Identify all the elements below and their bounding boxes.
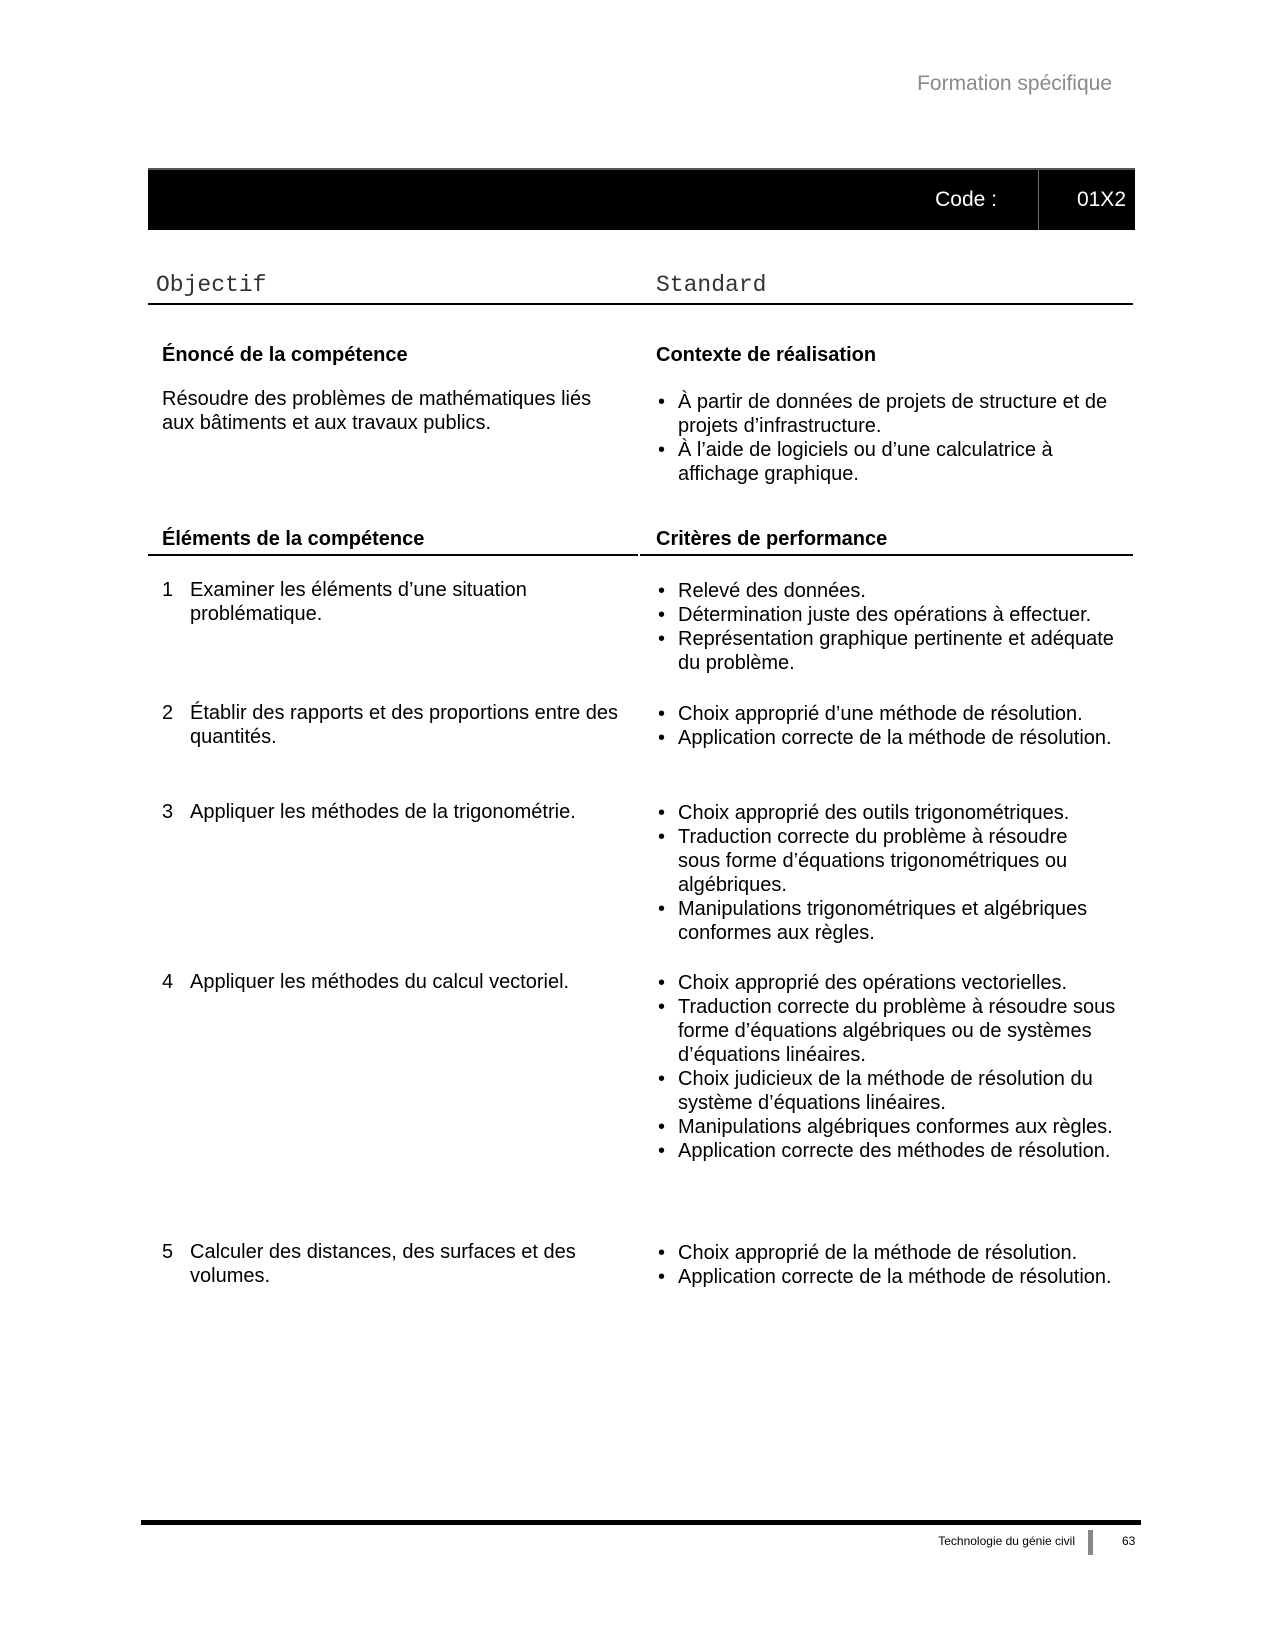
standard-title: Standard: [656, 272, 767, 298]
bullet-icon: •: [658, 439, 666, 461]
list-item: • Traduction correcte du problème à résoudre sous forme d’équations trigonométriques ou algébriques.: [658, 826, 1068, 896]
bullet-icon: •: [658, 727, 666, 749]
list-item: • Détermination juste des opérations à effectuer.: [658, 604, 1092, 626]
list-item: • Traduction correcte du problème à résoudre sous forme d’équations algébriques ou de systèmes d’équations linéaires.: [658, 996, 1116, 1066]
element-2: [162, 701, 622, 749]
elements-heading: Éléments de la compétence: [162, 528, 425, 550]
code-divider: [1038, 170, 1039, 230]
list-item: • Représentation graphique pertinente et adéquate du problème.: [658, 628, 1114, 674]
criteria-heading: Critères de performance: [656, 528, 888, 550]
list-item: • Choix approprié des opérations vectorielles.: [658, 972, 1068, 994]
element-3: [162, 800, 622, 824]
element-text: Appliquer les méthodes de la trigonométrie.: [190, 801, 576, 823]
element-number: 5: [162, 1241, 174, 1263]
column-headers: [148, 272, 1133, 305]
context-list: [656, 390, 1126, 486]
list-item: • Manipulations algébriques conformes aux règles.: [658, 1116, 1113, 1138]
element-1: [162, 578, 622, 626]
bullet-icon: •: [658, 628, 666, 650]
code-value: 01X2: [1076, 188, 1126, 211]
list-item: • Manipulations trigonométriques et algébriques conformes aux règles.: [658, 898, 1088, 944]
criteria-rule: [640, 554, 1133, 556]
list-item: • Application correcte de la méthode de résolution.: [658, 1266, 1112, 1288]
element-text: Calculer des distances, des surfaces et des volumes.: [190, 1241, 576, 1287]
element-text: Appliquer les méthodes du calcul vectoriel.: [190, 971, 570, 993]
list-item: • À l’aide de logiciels ou d’une calculatrice à affichage graphique.: [658, 439, 1053, 485]
bullet-icon: •: [658, 1068, 666, 1090]
list-item: • Application correcte de la méthode de résolution.: [658, 727, 1112, 749]
element-text: Établir des rapports et des proportions entre des quantités.: [190, 702, 619, 748]
list-item: • Choix judicieux de la méthode de résolution du système d’équations linéaires.: [658, 1068, 1093, 1114]
context-heading: Contexte de réalisation: [656, 344, 877, 366]
bullet-icon: •: [658, 580, 666, 602]
footer-divider: [1088, 1530, 1093, 1555]
element-number: 4: [162, 971, 174, 993]
code-label: Code :: [935, 188, 997, 211]
bullet-icon: •: [658, 996, 666, 1018]
competence-heading: Énoncé de la compétence: [162, 344, 408, 366]
criteria-list-4: [656, 971, 1126, 1163]
bullet-icon: •: [658, 1242, 666, 1264]
element-number: 3: [162, 801, 174, 823]
competence-statement: [162, 387, 632, 435]
competence-line: Résoudre des problèmes de mathématiques liés: [162, 388, 592, 410]
bullet-icon: •: [658, 826, 666, 848]
criteria-list-2: [656, 702, 1126, 750]
bullet-icon: •: [658, 1116, 666, 1138]
list-item: • Choix approprié d’une méthode de résolution.: [658, 703, 1083, 725]
competence-line: aux bâtiments et aux travaux publics.: [162, 412, 492, 434]
criteria-list-1: [656, 579, 1126, 675]
list-item: • Choix approprié de la méthode de résolution.: [658, 1242, 1078, 1264]
running-header: Formation spécifique: [917, 72, 1112, 95]
bullet-icon: •: [658, 898, 666, 920]
list-item: • Application correcte des méthodes de résolution.: [658, 1140, 1111, 1162]
element-4: [162, 970, 622, 994]
list-item: • Choix approprié des outils trigonométriques.: [658, 802, 1070, 824]
objectif-title: Objectif: [156, 272, 267, 298]
bullet-icon: •: [658, 1266, 666, 1288]
criteria-list-3: [656, 801, 1111, 945]
bullet-icon: •: [658, 802, 666, 824]
bullet-icon: •: [658, 972, 666, 994]
element-5: [162, 1240, 622, 1288]
bullet-icon: •: [658, 391, 666, 413]
bullet-icon: •: [658, 703, 666, 725]
footer-program: Technologie du génie civil: [938, 1534, 1075, 1548]
bullet-icon: •: [658, 1140, 666, 1162]
bullet-icon: •: [658, 604, 666, 626]
footer-rule: [141, 1520, 1141, 1525]
elements-rule: [148, 554, 638, 556]
element-text: Examiner les éléments d’une situation problématique.: [190, 579, 527, 625]
element-number: 2: [162, 702, 174, 724]
element-number: 1: [162, 579, 174, 601]
code-bar: [148, 168, 1135, 230]
list-item: • Relevé des données.: [658, 580, 866, 602]
page-number: 63: [1122, 1534, 1136, 1548]
criteria-list-5: [656, 1241, 1126, 1289]
list-item: • À partir de données de projets de structure et de projets d’infrastructure.: [658, 391, 1108, 437]
